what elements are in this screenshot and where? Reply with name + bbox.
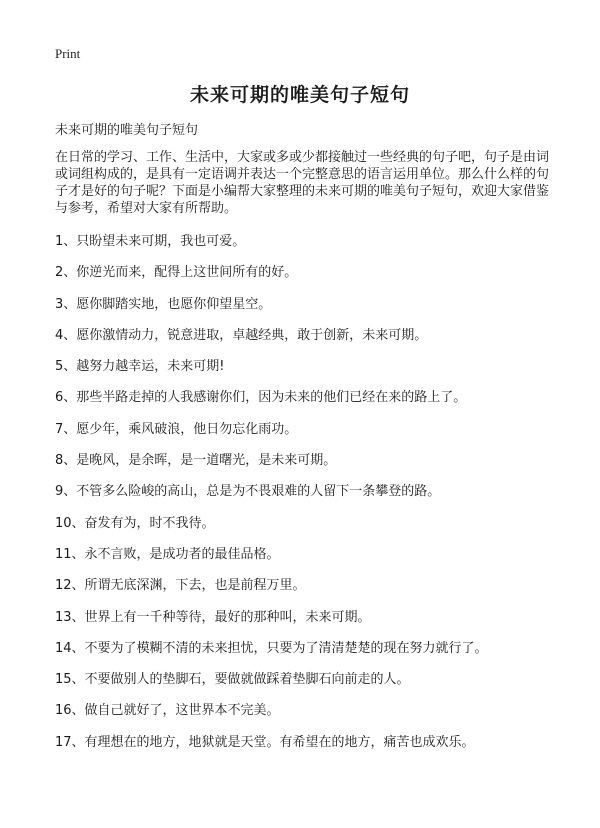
list-item: 1、只盼望未来可期，我也可爱。 [55, 234, 246, 249]
list-item: 2、你逆光而来，配得上这世间所有的好。 [55, 265, 298, 281]
print-link[interactable]: Print [55, 46, 81, 61]
document-subtitle: 未来可期的唯美句子短句 [55, 123, 199, 138]
list-item: 3、愿你脚踏实地，也愿你仰望星空。 [55, 296, 272, 312]
list-item: 11、永不言败，是成功者的最佳品格。 [55, 546, 280, 562]
list-item: 9、不管多么险峻的高山，总是为不畏艰难的人留下一条攀登的路。 [55, 484, 441, 500]
list-item: 5、越努力越幸运，未来可期! [55, 359, 225, 375]
list-item: 17、有理想在的地方，地狱就是天堂。有希望在的地方，痛苦也成欢乐。 [55, 734, 475, 750]
list-item: 14、不要为了模糊不清的未来担忧，只要为了清清楚楚的现在努力就行了。 [55, 640, 488, 656]
intro-paragraph: 在日常的学习、工作、生活中，大家或多或少都接触过一些经典的句子吧，句子是由词或词组构成的，是具有一定语调并表达一个完整意思的语言运用单位。那么什么样的句子才是好的句子呢？下面是小编帮大家整理的未来可期的唯美句子短句，欢迎大家借鉴与参考，希望对大家有所帮助。 [55, 150, 550, 216]
list-item: 8、是晚风，是余晖，是一道曙光，是未来可期。 [55, 453, 337, 469]
list-item: 16、做自己就好了，这世界本不完美。 [55, 703, 280, 719]
sentence-list [55, 234, 555, 766]
list-item: 15、不要做别人的垫脚石，要做就做踩着垫脚石向前走的人。 [55, 672, 410, 688]
list-item: 4、愿你激情动力，锐意进取，卓越经典，敢于创新，未来可期。 [55, 327, 428, 343]
list-item: 12、所谓无底深渊，下去，也是前程万里。 [55, 578, 306, 594]
list-item: 13、世界上有一千种等待，最好的那种叫，未来可期。 [55, 609, 371, 625]
list-item: 7、愿少年，乘风破浪，他日勿忘化雨功。 [55, 421, 298, 437]
list-item: 6、那些半路走掉的人我感谢你们，因为未来的他们已经在来的路上了。 [55, 390, 467, 406]
page-title: 未来可期的唯美句子短句 [189, 84, 410, 106]
list-item: 10、奋发有为，时不我待。 [55, 515, 215, 531]
